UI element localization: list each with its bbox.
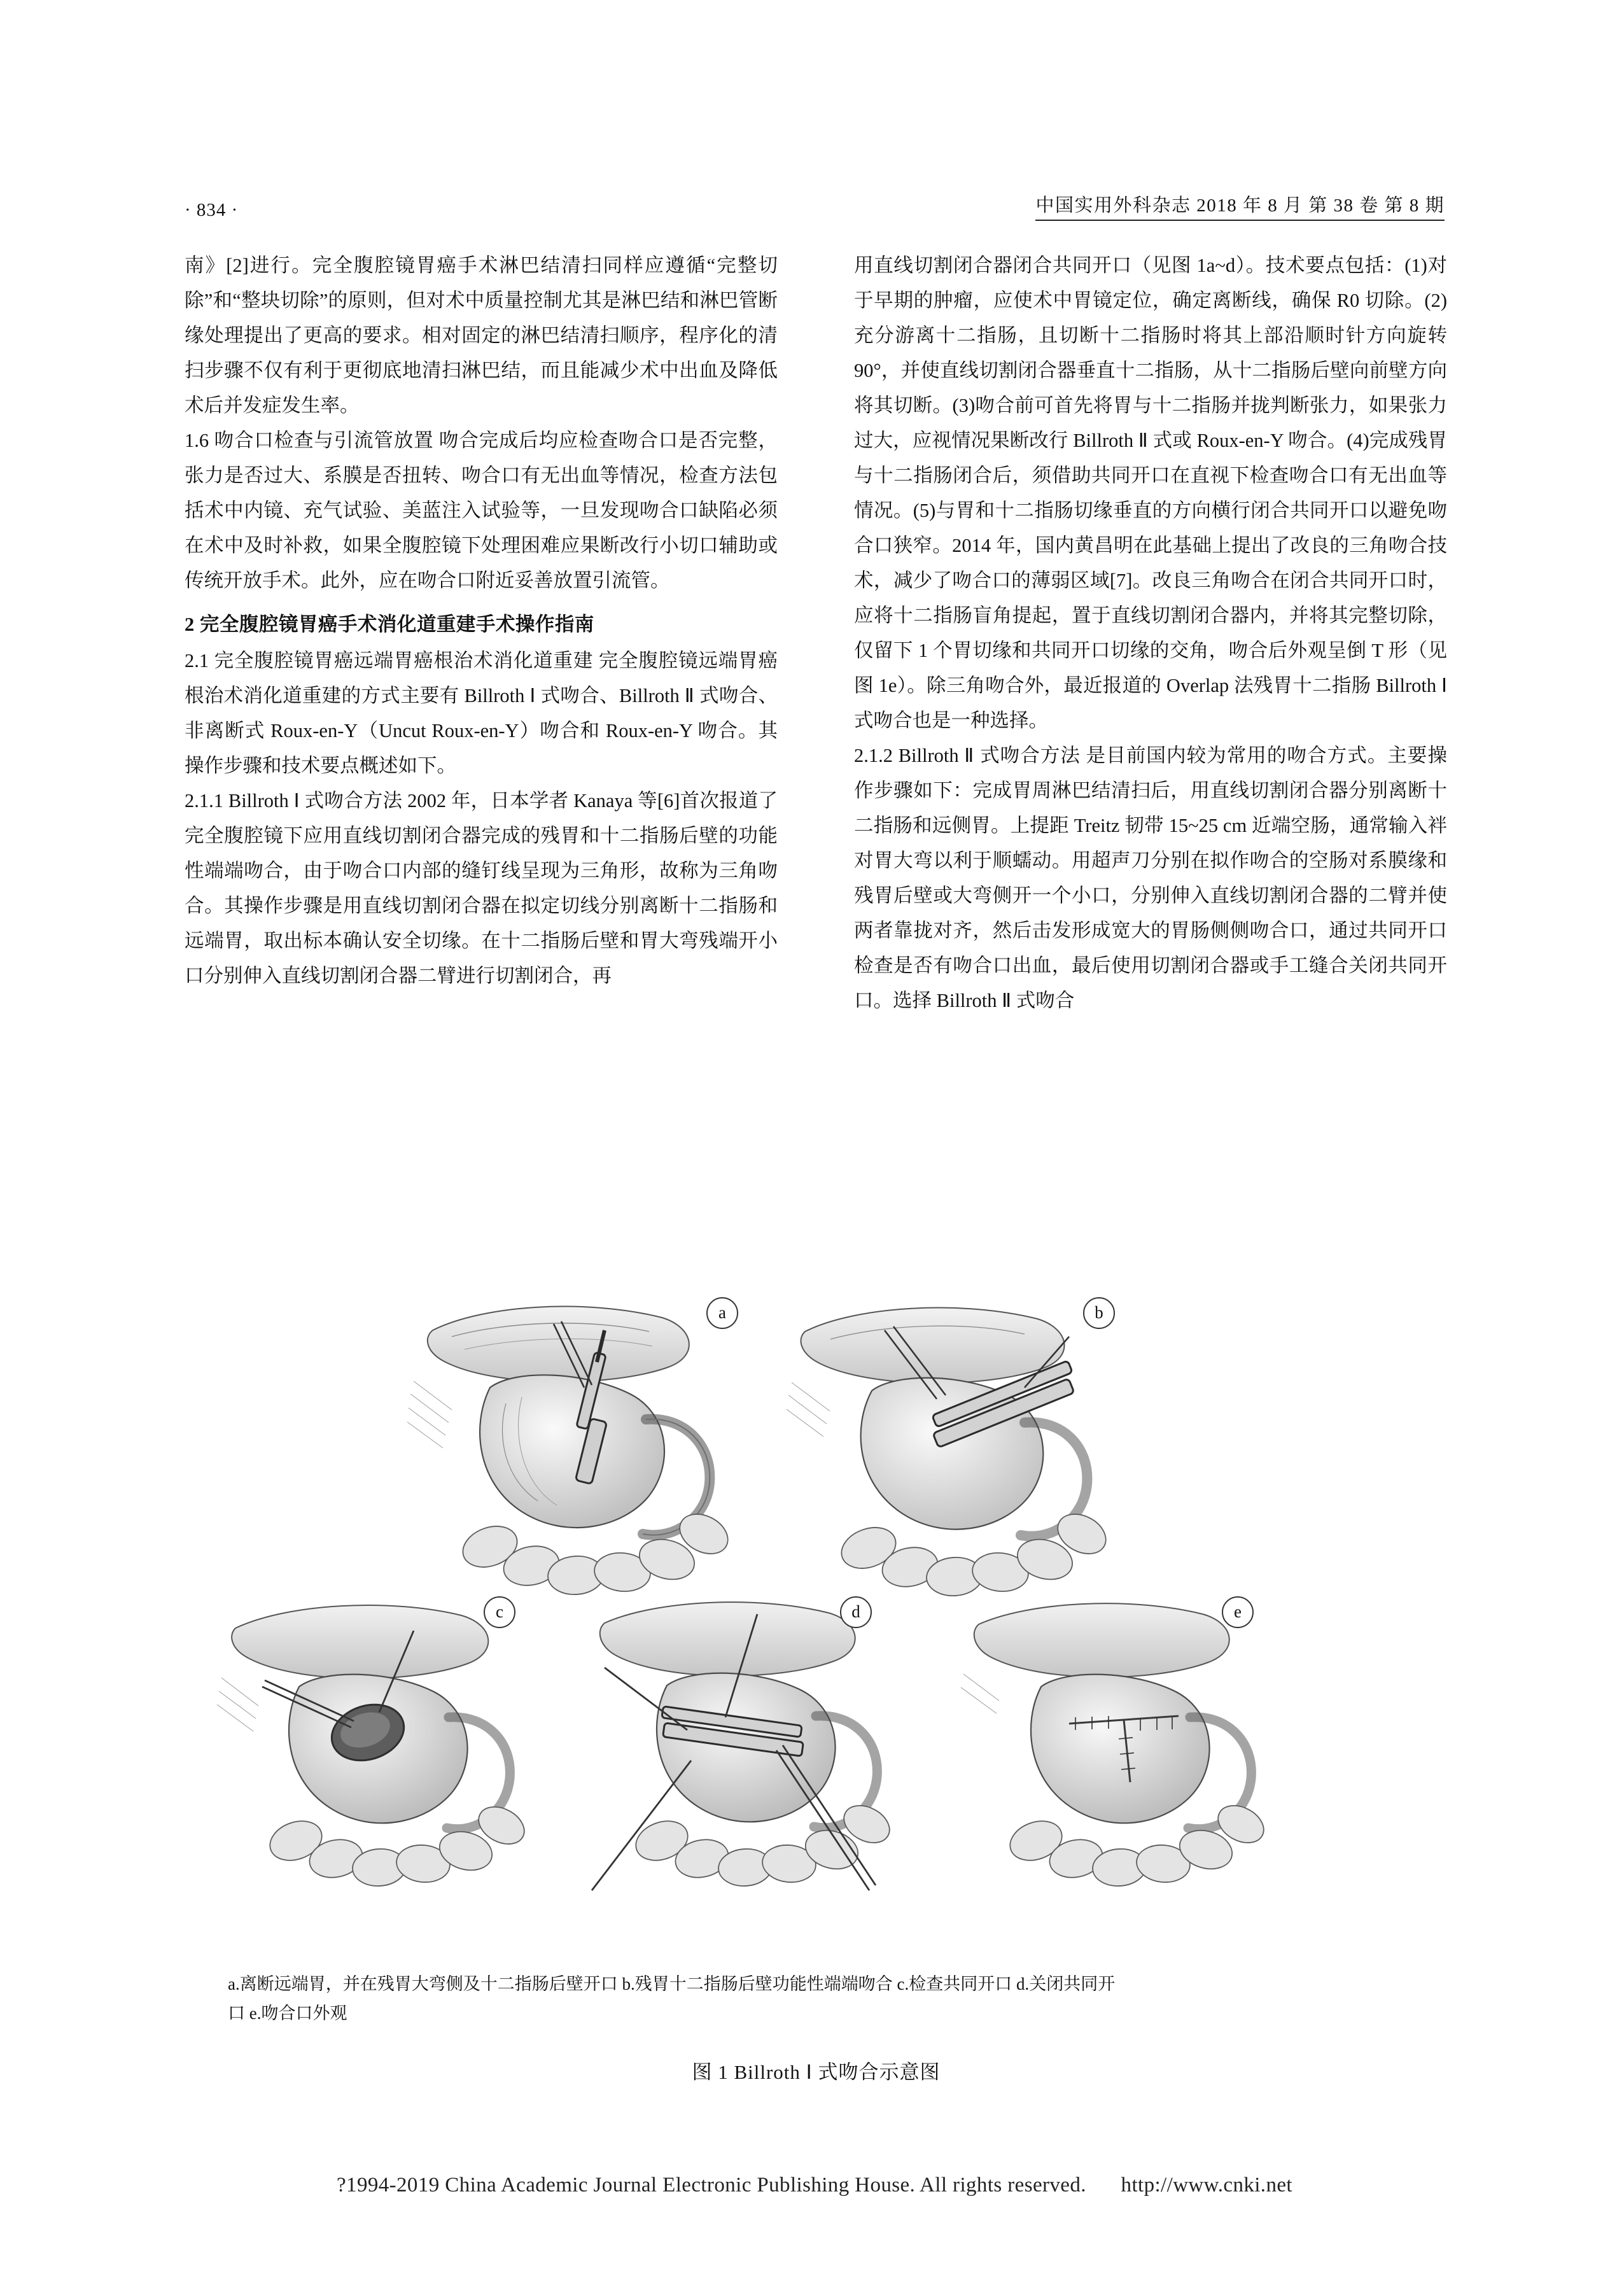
- panel-label-a: a: [706, 1297, 738, 1329]
- left-column: [185, 248, 778, 1018]
- panel-label-c: c: [484, 1596, 515, 1628]
- figure-panel-d: [566, 1591, 923, 1909]
- right-column: [854, 248, 1447, 1018]
- paragraph-continuation: 南》[2]进行。完全腹腔镜胃癌手术淋巴结清扫同样应遵循“完整切除”和“整块切除”的原则，但对术中质量控制尤其是淋巴结和淋巴管断缘处理提出了更高的要求。相对固定的淋巴结清扫顺序，程序化的清扫步骤不仅有利于更彻底地清扫淋巴结，而且能减少术中出血及降低术后并发症发生率。: [185, 255, 778, 416]
- figure-panel-a: [395, 1292, 770, 1623]
- illustration-d: [566, 1591, 923, 1909]
- illustration-b: [770, 1292, 1145, 1623]
- page-header: [185, 191, 1445, 221]
- page-footer: [45, 2174, 1585, 2197]
- panel-label-e: e: [1222, 1596, 1254, 1628]
- cnki-url: http://www.cnki.net: [1121, 2174, 1292, 2197]
- figure-panel-b: [770, 1292, 1145, 1623]
- figure-panel-grid: [185, 1292, 1448, 1960]
- panel-label-d: d: [840, 1596, 872, 1628]
- section-heading-2: 2 完全腹腔镜胃癌手术消化道重建手术操作指南: [185, 614, 594, 635]
- paragraph-2-1-1: 2.1.1 Billroth Ⅰ 式吻合方法 2002 年，日本学者 Kanaya 等[6]首次报道了完全腹腔镜下应用直线切割闭合器完成的残胃和十二指肠后壁的功能性端端吻合，由于吻合口内部的缝钉线呈现为三角形，故称为三角吻合。其操作步骤是用直线切割闭合器在拟定切线分别离断十二指肠和远端胃，取出标本确认安全切缘。在十二指肠后壁和胃大弯残端开小口分别伸入直线切割闭合器二臂进行切割闭合，再: [185, 790, 778, 987]
- page-number: · 834 ·: [185, 200, 239, 220]
- figure-caption: [228, 1969, 1411, 2028]
- copyright-text: ?1994-2019 China Academic Journal Electronic Publishing House. All rights reserved.: [337, 2174, 1086, 2197]
- paragraph-2-1-1-cont: 用直线切割闭合器闭合共同开口（见图 1a~d）。技术要点包括：(1)对于早期的肿瘤，应使术中胃镜定位，确定离断线，确保 R0 切除。(2)充分游离十二指肠，且切断十二指肠时将其上部沿顺时针方向旋转 90°，并使直线切割闭合器垂直十二指肠，从十二指肠后壁向前壁方向将其切断。(3)吻合前可首先将胃与十二指肠并拢判断张力，如果张力过大，应视情况果断改行 Billroth Ⅱ 式或 Roux-en-Y 吻合。(4)完成残胃与十二指肠闭合后，须借助共同开口在直视下检查吻合口有无出血等情况。(5)与胃和十二指肠切缘垂直的方向横行闭合共同开口以避免吻合口狭窄。2014 年，国内黄昌明在此基础上提出了改良的三角吻合技术，减少了吻合口的薄弱区域[7]。改良三角吻合在闭合共同开口时，应将十二指肠盲角提起，置于直线切割闭合器内，并将其完整切除，仅留下 1 个胃切缘和共同开口切缘的交角，吻合后外观呈倒 T 形（见图 1e）。除三角吻合外，最近报道的 Overlap 法残胃十二指肠 Billroth Ⅰ 式吻合也是一种选择。: [854, 255, 1447, 731]
- figure-title: 图 1 Billroth Ⅰ 式吻合示意图: [692, 2061, 941, 2083]
- paragraph-2-1-2: 2.1.2 Billroth Ⅱ 式吻合方法 是目前国内较为常用的吻合方式。主要操作步骤如下：完成胃周淋巴结清扫后，用直线切割闭合器分别离断十二指肠和远侧胃。上提距 Treitz 韧带 15~25 cm 近端空肠，通常输入袢对胃大弯以利于顺蠕动。用超声刀分别在拟作吻合的空肠对系膜缘和残胃后壁或大弯侧开一个小口，分别伸入直线切割闭合器的二臂并使两者靠拢对齐，然后击发形成宽大的胃肠侧侧吻合口，通过共同开口检查是否有吻合口出血，最后使用切割闭合器或手工缝合关闭共同开口。选择 Billroth Ⅱ 式吻合: [854, 745, 1447, 1011]
- paragraph-1-6: 1.6 吻合口检查与引流管放置 吻合完成后均应检查吻合口是否完整，张力是否过大、系膜是否扭转、吻合口有无出血等情况，检查方法包括术中内镜、充气试验、美蓝注入试验等，一旦发现吻合口缺陷必须在术中及时补救，如果全腹腔镜下处理困难应果断改行小切口辅助或传统开放手术。此外，应在吻合口附近妥善放置引流管。: [185, 430, 778, 591]
- figure-caption-line-2: 口 e.吻合口外观: [228, 2004, 347, 2023]
- illustration-a: [395, 1292, 770, 1623]
- illustration-e: [942, 1591, 1298, 1909]
- figure-caption-line-1: a.离断远端胃，并在残胃大弯侧及十二指肠后壁开口 b.残胃十二指肠后壁功能性端端吻合 c.检查共同开口 d.关闭共同开: [228, 1974, 1116, 1993]
- panel-label-b: b: [1083, 1297, 1115, 1329]
- figure-panel-c: [204, 1591, 560, 1909]
- journal-info: 中国实用外科杂志 2018 年 8 月 第 38 卷 第 8 期: [1035, 191, 1445, 221]
- illustration-c: [204, 1591, 560, 1909]
- figure-1: [185, 1292, 1448, 2085]
- paragraph-2-1: 2.1 完全腹腔镜胃癌远端胃癌根治术消化道重建 完全腹腔镜远端胃癌根治术消化道重建的方式主要有 Billroth Ⅰ 式吻合、Billroth Ⅱ 式吻合、非离断式 Roux-en-Y（Uncut Roux-en-Y）吻合和 Roux-en-Y 吻合。其操作步骤和技术要点概述如下。: [185, 650, 778, 777]
- body-columns: [185, 248, 1448, 1018]
- figure-panel-e: [942, 1591, 1298, 1909]
